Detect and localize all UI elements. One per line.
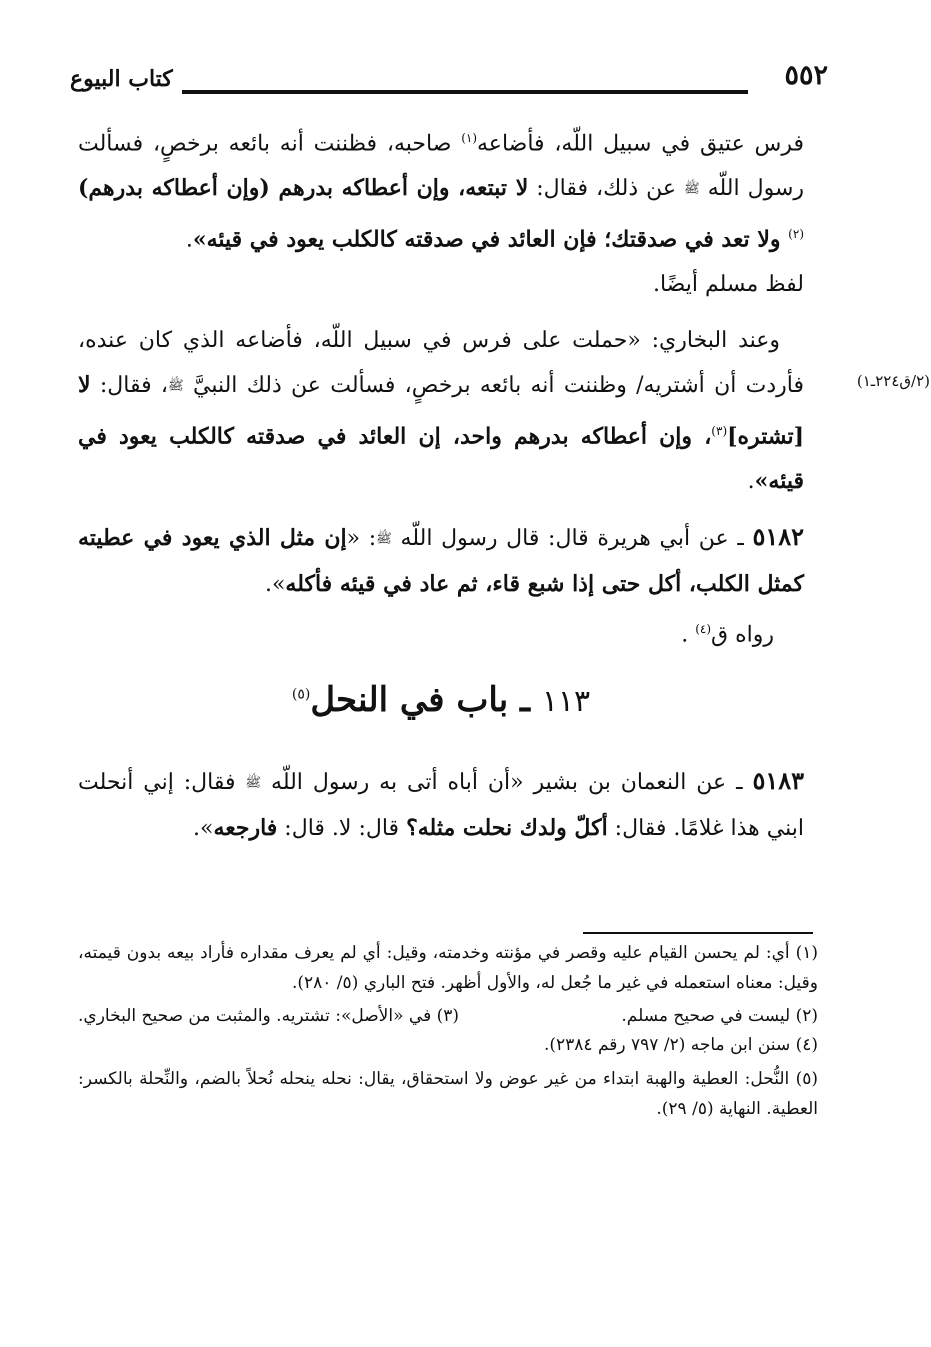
footnote-ref-2: (٢) — [788, 226, 804, 241]
footnote-separator — [583, 932, 813, 934]
bold-hadith-text: إن مثل الذي يعود في عطيته كمثل الكلب، أكل حتى إذا شبع قاء، ثم عاد في قيئه فأكله — [78, 525, 804, 597]
footnote-ref-4: (٤) — [695, 621, 712, 636]
text-span: قال: لا. قال: — [277, 815, 407, 841]
salla-ligature: ﷺ — [376, 531, 392, 547]
footnote-ref-1: (١) — [461, 131, 478, 145]
footnotes — [78, 938, 818, 1128]
bold-hadith-text: ولا تعد في صدقتك؛ فإن العائد في صدقته كالكلب يعود في قيئه» — [192, 226, 789, 253]
header-rule — [182, 90, 748, 94]
hadith-number: ٥١٨٣ — [752, 766, 804, 795]
text-span: . — [185, 227, 193, 253]
rawah-line — [78, 607, 804, 657]
bold-hadith-text: فارجعه — [213, 814, 278, 841]
bold-hadith-text: ، وإن أعطاكه بدرهم واحد، إن العائد في صدقته كالكلب يعود في قيئه» — [78, 422, 804, 494]
text-span: فرس عتيق في سبيل اللّه، فأضاعه — [477, 131, 804, 157]
bold-hadith-text: لا [تشتره] — [78, 372, 804, 449]
text-span: ـ عن أبي هريرة قال: قال رسول اللّه — [391, 526, 753, 551]
footnote-2: (٢) ليست في صحيح مسلم. — [621, 1006, 818, 1026]
hadith-5183-text — [78, 758, 804, 851]
footnote-row-2-3 — [78, 1002, 818, 1030]
bold-hadith-text: لا تبتعه، وإن أعطاكه بدرهم (وإن أعطاكه بدرهم) — [78, 175, 529, 202]
paragraph-1-last-line: لفظ مسلم أيضًا. — [652, 272, 804, 298]
paragraph-2-text — [78, 318, 804, 504]
hadith-5182 — [78, 514, 804, 657]
chapter-title: ـ باب في النحل — [310, 680, 542, 720]
paragraph-2 — [78, 318, 804, 504]
text-span: ـ عن النعمان بن بشير «أن أباه أتى به رسول اللّه — [261, 770, 753, 795]
text-span: . — [747, 468, 755, 494]
hadith-5183 — [78, 758, 804, 851]
text-span: : « — [346, 526, 377, 551]
text-span: ». — [193, 815, 214, 841]
footnote-ref-5: (٥) — [291, 686, 311, 703]
text-span: . — [681, 621, 696, 647]
paragraph-1-text — [78, 116, 804, 262]
manuscript-margin-note: (٢/ق٢٢٤ـ١) — [856, 372, 930, 390]
text-span: ». — [264, 571, 286, 597]
bold-hadith-text: أكلّ ولدك نحلت مثله؟ — [406, 814, 608, 841]
text-span: رواه ق — [711, 621, 774, 647]
footnote-5: (٥) النُّحل: العطية والهبة ابتداء من غير عوض ولا استحقاق، يقال: نحله ينحله نُحلاً بالضم، والنِّحلة بالكسر: العطية. النهاية (٥/ ٢٩). — [78, 1069, 818, 1119]
salla-ligature: ﷺ — [167, 378, 184, 394]
hadith-number: ٥١٨٢ — [752, 522, 804, 551]
footnote-4: (٤) سنن ابن ماجه (٢/ ٧٩٧ رقم ٢٣٨٤). — [543, 1035, 818, 1055]
page-number: ٥٥٢ — [784, 60, 828, 91]
footnote-ref-3: (٣) — [711, 423, 728, 438]
salla-ligature: ﷺ — [684, 181, 700, 197]
paragraph-1 — [78, 116, 804, 307]
book-title: كتاب البيوع — [70, 66, 173, 92]
text-span: صاحبه، فظننت أنه بائعه برخصٍ، فسألت رسول اللّه — [78, 131, 805, 202]
text-span: فقال: إني أنحلت ابني هذا غلامًا. فقال: — [78, 770, 804, 841]
text-span: ، فقال: — [90, 373, 168, 398]
footnote-1: (١) أي: لم يحسن القيام عليه وقصر في مؤنته وخدمته، وقيل: أي لم يعرف مقداره فأراد بيعه بدون قيمته، وقيل: معناه استعمله في غير ما جُعل له، والأول أظهر. فتح الباري (٥/ ٢٨٠). — [78, 943, 818, 993]
text-span: وعند البخاري: «حملت على فرس في سبيل اللّه، فأضاعه الذي كان عنده، فأردت أن أشتريه/ وظننت أنه بائعه برخصٍ، فسألت عن ذلك النبيَّ — [78, 328, 804, 398]
page-header — [70, 60, 828, 100]
hadith-5182-text — [78, 514, 804, 607]
text-span: عن ذلك، فقال: — [528, 176, 684, 202]
salla-ligature: ﷺ — [245, 775, 262, 791]
chapter-number: ١١٣ — [541, 684, 591, 719]
chapter-heading — [78, 680, 804, 720]
footnote-3: (٣) في «الأصل»: تشتريه. والمثبت من صحيح البخاري. — [78, 1006, 460, 1026]
